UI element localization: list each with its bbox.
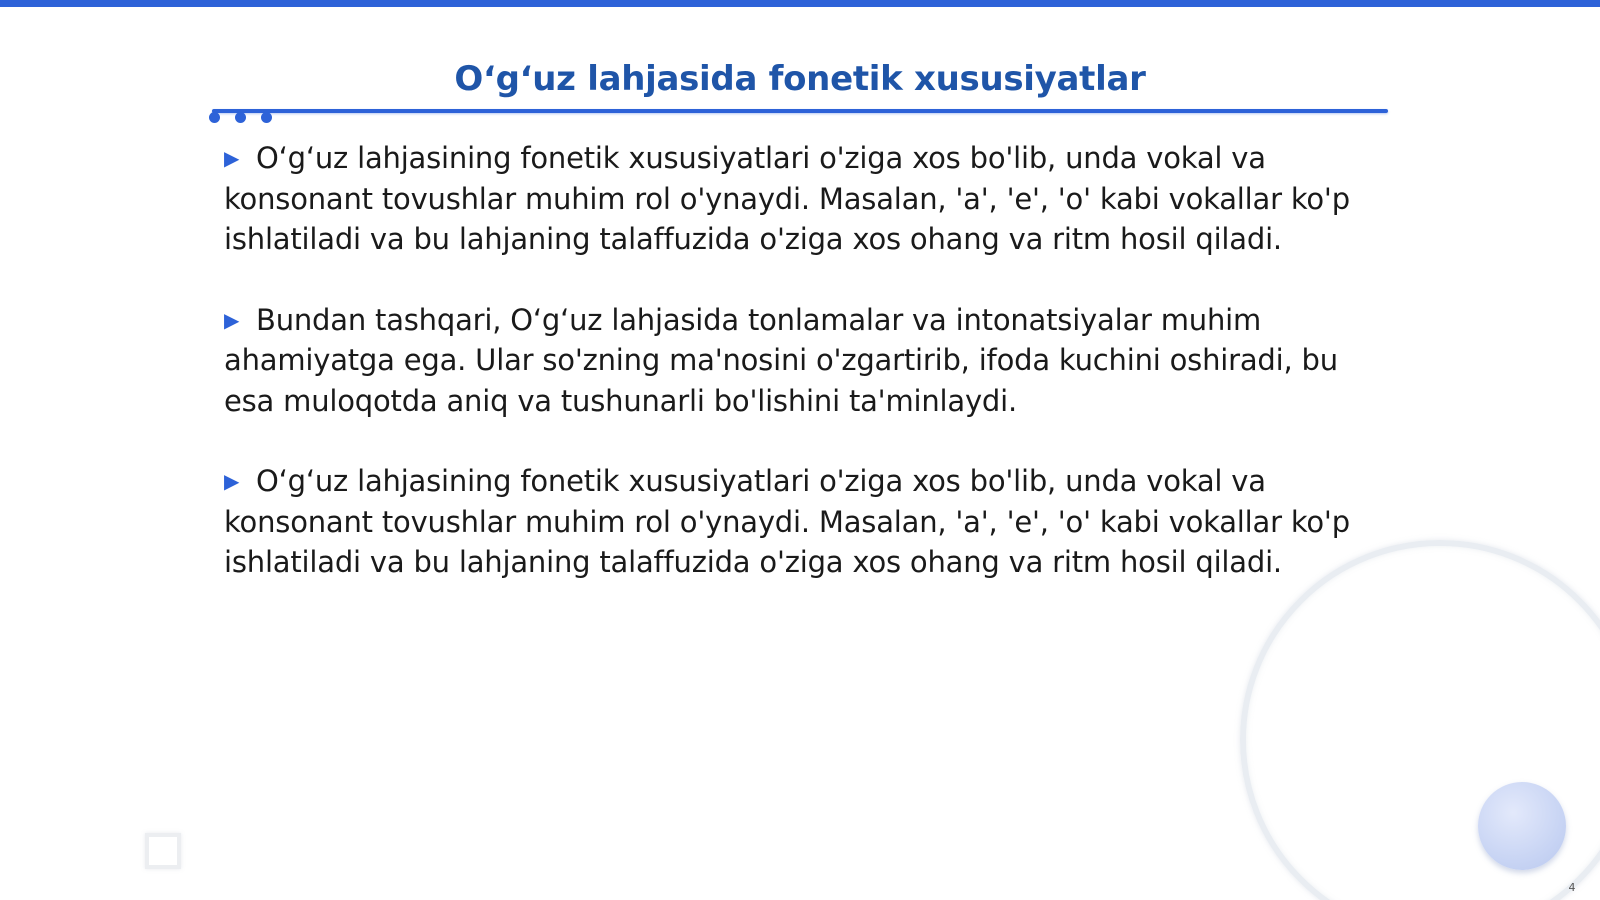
bullet-text: Bundan tashqari, O‘g‘uz lahjasida tonlamalar va intonatsiyalar muhim ahamiyatga ega. Ular so'zning ma'nosini o'zgartirib, ifoda kuchini oshiradi, bu esa muloqotda aniq va tushunarli bo'lishini ta'minlaydi.: [224, 302, 1338, 418]
underline-dot: [209, 112, 220, 123]
bullet-item: [224, 300, 1374, 422]
bullet-list: [224, 138, 1374, 623]
slide-title: O‘g‘uz lahjasida fonetik xususiyatlar: [454, 59, 1146, 99]
top-accent-bar: [0, 0, 1600, 7]
decorative-square: [145, 833, 181, 869]
title-underline: [212, 109, 1388, 113]
bullet-text: O‘g‘uz lahjasining fonetik xususiyatlari o'ziga xos bo'lib, unda vokal va konsonant tovushlar muhim rol o'ynaydi. Masalan, 'a', 'e', 'o' kabi vokallar ko'p ishlatiladi va bu lahjaning talaffuzida o'ziga xos ohang va ritm hosil qiladi.: [224, 464, 1350, 579]
bullet-item: [224, 138, 1374, 260]
underline-dot: [235, 112, 246, 123]
triangle-right-icon: ▶: [224, 469, 240, 493]
page-number: 4: [1568, 881, 1576, 894]
bullet-text: O‘g‘uz lahjasining fonetik xususiyatlari o'ziga xos bo'lib, unda vokal va konsonant tovushlar muhim rol o'ynaydi. Masalan, 'a', 'e', 'o' kabi vokallar ko'p ishlatiladi va bu lahjaning talaffuzida o'ziga xos ohang va ritm hosil qiladi.: [224, 141, 1350, 256]
triangle-right-icon: ▶: [224, 146, 240, 170]
bullet-item: [224, 461, 1374, 583]
triangle-right-icon: ▶: [224, 307, 240, 332]
decorative-sphere: [1478, 782, 1566, 870]
underline-dot: [261, 112, 272, 123]
